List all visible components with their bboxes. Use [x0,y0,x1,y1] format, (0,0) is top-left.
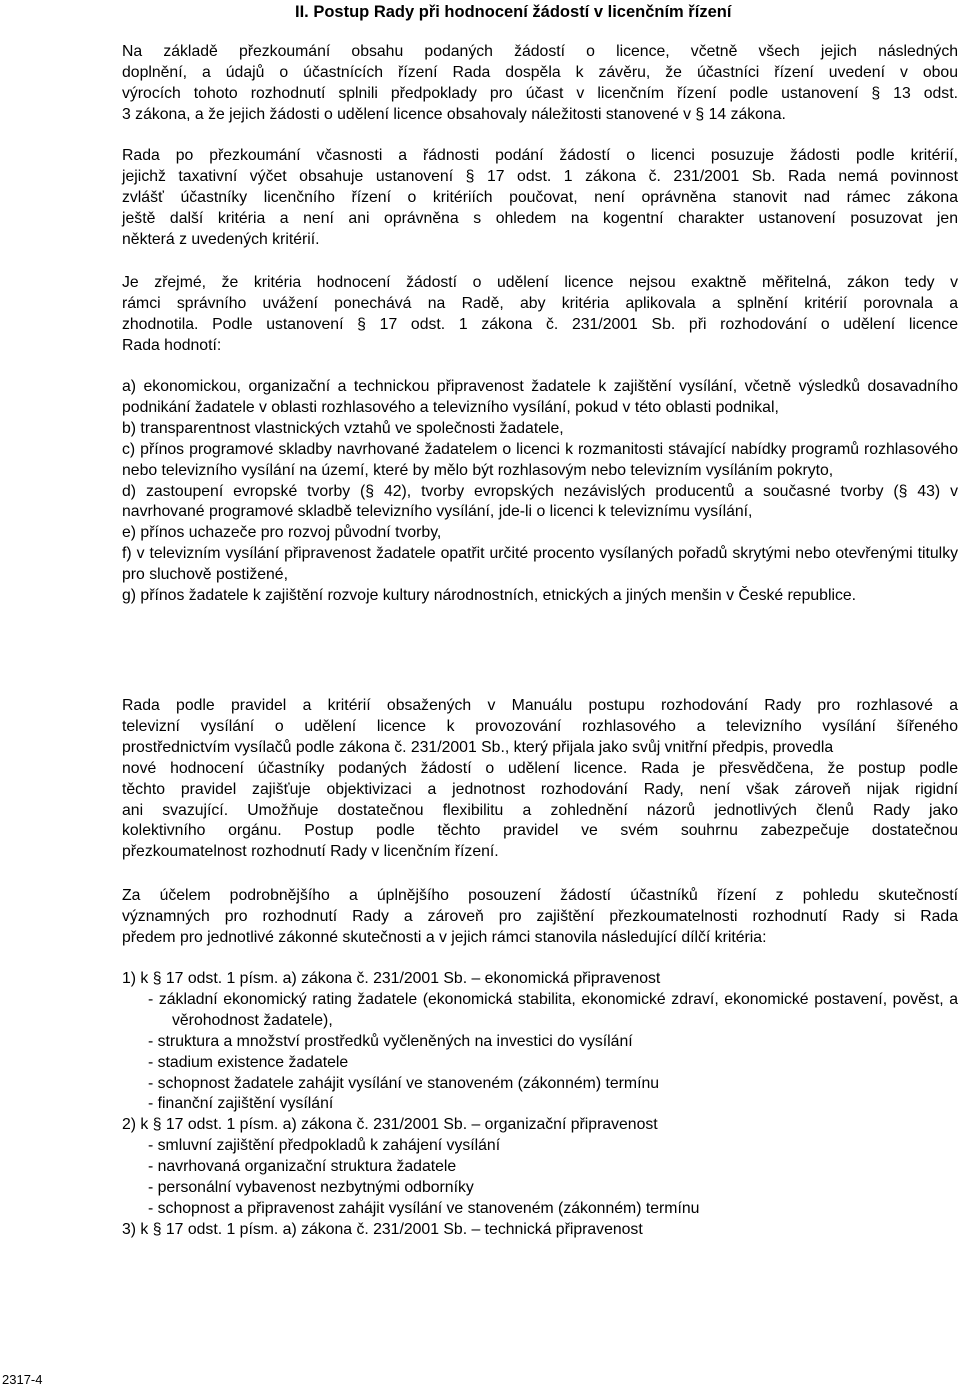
criterion-f: f) v televizním vysílání připravenost žadatele opatřit určité procento vysílaných pořadů skrytými nebo otevřenými titulky pro sluchově postižené, [122,545,958,584]
paragraph-line: Rada po přezkoumání včasnosti a řádnosti podání žádostí o licenci posuzuje žádosti podle kritérií, [122,147,958,164]
paragraph-5 [122,886,958,949]
criteria-list [122,377,958,607]
sub-criteria-item: - stadium existence žadatele [148,1053,349,1071]
sub-criteria-item: - smluvní zajištění předpokladů k zahájení vysílání [148,1137,501,1155]
sub-criteria-list-2 [122,1136,958,1220]
sub-criteria-item: - navrhovaná organizační struktura žadatele [148,1158,457,1176]
paragraph-line: některá z uvedených kritérií. [122,230,320,248]
sub-criteria-item: - základní ekonomický rating žadatele (ekonomická stabilita, ekonomické zdraví, ekonomické postavení, pověst, a věrohodnost žadatele), [148,990,958,1029]
paragraph-line: Je zřejmé, že kritéria hodnocení žádostí o udělení licence nejsou exaktně měřitelná, zákon tedy v [122,274,958,291]
paragraph-line: těchto pravidel zajišťuje objektivizaci a jednotnost rozhodování Rady, není však zároveň nijak rigidní [122,780,958,798]
criterion-c: c) přínos programové skladby navrhované žadatelem o licenci k rozmanitosti stávající nabídky programů rozhlasového nebo televizního vysílání na území, které by mělo být rozhlasovým nebo televizním vysíláním pokryto, [122,440,958,479]
sub-criteria-title-1: 1) k § 17 odst. 1 písm. a) zákona č. 231/2001 Sb. – ekonomická připravenost [122,970,661,987]
sub-criteria-list-1 [122,990,958,1115]
paragraph-line: nové hodnocení účastníky podaných žádostí o udělení licence. Rada je přesvědčena, že postup podle [122,759,958,777]
paragraph-line: zvlášť účastníky licenčního řízení o kritériích poučovat, není oprávněna stanovit nad rámec zákona [122,188,958,206]
paragraph-line: Rada hodnotí: [122,336,222,354]
paragraph-line: výrocích tohoto rozhodnutí splnili předpoklady pro účast v licenčním řízení podle ustanovení § 13 odst. [122,84,958,102]
sub-criteria-item: - struktura a množství prostředků vyčleněných na investici do vysílání [148,1032,633,1050]
criterion-a: a) ekonomickou, organizační a technickou připravenost žadatele k zajištění vysílání, včetně výsledků dosavadního podnikání žadatele v oblasti rozhlasového a televizního vysílání, pokud v této oblasti podnikal, [122,378,958,416]
sub-criteria [122,969,958,1241]
paragraph-line: ani svazující. Umožňuje dostatečnou flexibilitu a zohlednění názorů jednotlivých členů Rady jako [122,801,958,819]
page-number: 2317-4 [2,1372,43,1387]
sub-criteria-item: - schopnost žadatele zahájit vysílání ve stanoveném (zákonném) termínu [148,1074,660,1092]
paragraph-line: Na základě přezkoumání obsahu podaných žádostí o licence, včetně všech jejich následných [122,43,958,60]
paragraph-line: televizní vysílání o udělení licence k provozování rozhlasového a televizního vysílání šířeného [122,717,958,735]
paragraph-line: kolektivního orgánu. Postup podle těchto pravidel ve svém souhrnu zabezpečuje dostatečnou [122,822,958,840]
paragraph-line: doplnění, a údajů o účastnících řízení Rada dospěla k závěru, že účastníci řízení uvedení v obou [122,63,958,81]
paragraph-line: 3 zákona, a že jejich žádosti o udělení licence obsahovaly náležitosti stanovené v § 14 zákona. [122,105,786,123]
paragraph-4 [122,696,958,863]
paragraph-line: Za účelem podrobnějšího a úplnějšího posouzení žádostí účastníků řízení z pohledu skutečností [122,887,958,904]
sub-criteria-item: - finanční zajištění vysílání [148,1095,334,1113]
sub-criteria-item: - schopnost a připravenost zahájit vysílání ve stanoveném (zákonném) termínu [148,1199,700,1217]
criterion-g: g) přínos žadatele k zajištění rozvoje kultury národnostních, etnických a jiných menšin v České republice. [122,587,857,605]
criterion-e: e) přínos uchazeče pro rozvoj původní tvorby, [122,524,442,542]
paragraph-line: zhodnotila. Podle ustanovení § 17 odst. 1 zákona č. 231/2001 Sb. při rozhodování o udělení licence [122,315,958,333]
section-heading: II. Postup Rady při hodnocení žádostí v licenčním řízení [295,3,732,21]
paragraph-line: ještě další kritéria a není ani oprávněna s ohledem na kogentní charakter ustanovení posuzovat jen [122,209,958,227]
paragraph-line: Rada podle pravidel a kritérií obsažených v Manuálu postupu rozhodování Rady pro rozhlasové a [122,697,958,714]
sub-criteria-item: - personální vybavenost nezbytnými odborníky [148,1179,474,1197]
paragraph-line: jejichž taxativní výčet obsahuje ustanovení § 17 odst. 1 zákona č. 231/2001 Sb. Rada nemá povinnost [122,167,958,185]
sub-criteria-title-3: 3) k § 17 odst. 1 písm. a) zákona č. 231/2001 Sb. – technická připravenost [122,1220,643,1238]
sub-criteria-title-2: 2) k § 17 odst. 1 písm. a) zákona č. 231/2001 Sb. – organizační připravenost [122,1116,658,1134]
criterion-d: d) zastoupení evropské tvorby (§ 42), tvorby evropských nezávislých producentů a současné tvorby (§ 43) v navrhované programové skladbě televizního vysílání, jde-li o licenci k televiznímu vysílání, [122,482,958,521]
criterion-b: b) transparentnost vlastnických vztahů ve společnosti žadatele, [122,419,564,437]
paragraph-2 [122,146,958,251]
paragraph-line: prostřednictvím vysílačů podle zákona č. 231/2001 Sb., který přijala jako svůj vnitřní předpis, provedla [122,738,834,756]
paragraph-line: předem pro jednotlivé zákonné skutečnosti a v jejich rámci stanovila následující dílčí kritéria: [122,928,767,946]
paragraph-line: významných pro rozhodnutí Rady a zároveň pro zajištění přezkoumatelnosti rozhodnutí Rady si Rada [122,907,958,925]
paragraph-1 [122,42,958,126]
paragraph-3 [122,273,958,357]
paragraph-line: rámci správního uvážení ponechává na Radě, aby kritéria aplikovala a splnění kritérií porovnala a [122,294,958,312]
paragraph-line: přezkoumatelnost rozhodnutí Rady v licenčním řízení. [122,843,499,861]
